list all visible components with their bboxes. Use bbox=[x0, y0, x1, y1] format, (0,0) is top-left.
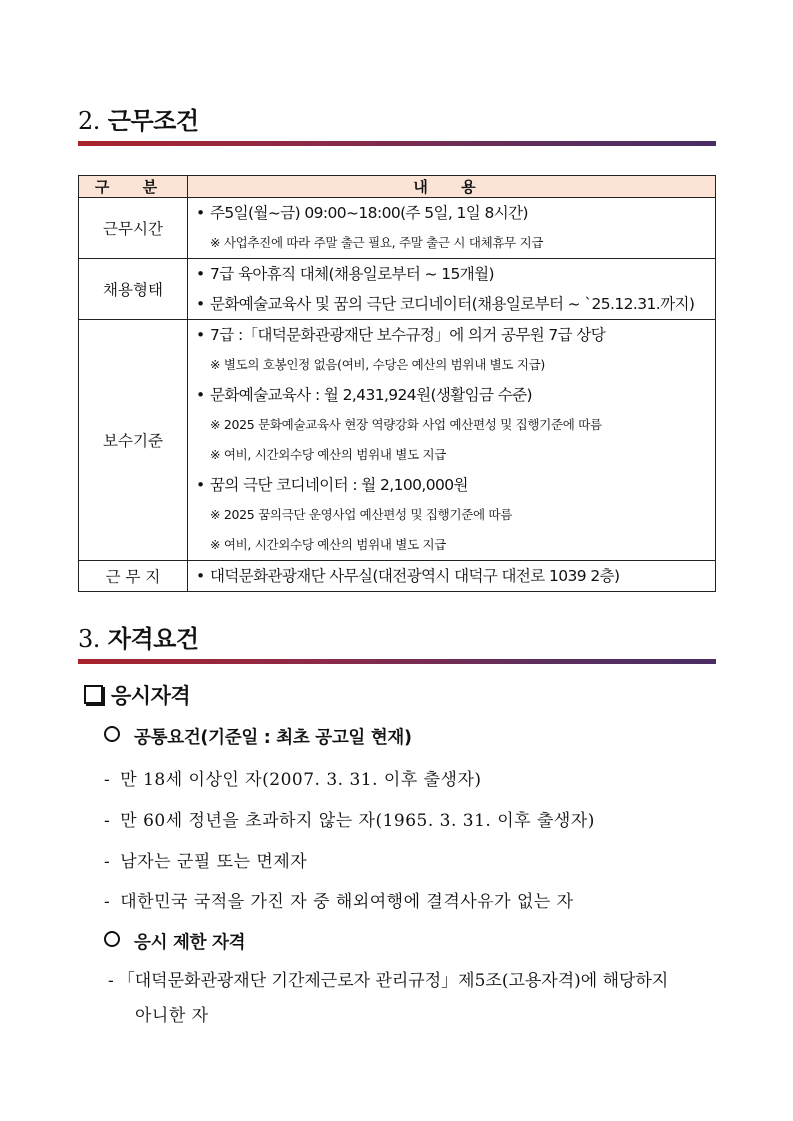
row-content bbox=[188, 259, 716, 320]
note-line: ※ 사업추진에 따라 주말 출근 필요, 주말 출근 시 대체휴무 지급 bbox=[210, 235, 544, 250]
circle-bullet-icon bbox=[104, 726, 120, 742]
bullet-line: • 꿈의 극단 코디네이터 : 월 2,100,000원 bbox=[196, 470, 709, 500]
row-category: 채용형태 bbox=[79, 259, 188, 320]
bullet-icon: • bbox=[196, 326, 205, 344]
eligibility-title: 응시자격 bbox=[84, 680, 190, 710]
section-divider bbox=[78, 659, 716, 664]
table-row bbox=[79, 198, 716, 259]
restriction-heading: 응시 제한 자격 bbox=[104, 929, 245, 954]
requirement-item: - 대한민국 국적을 가진 자 중 해외여행에 결격사유가 없는 자 bbox=[104, 892, 574, 912]
bullet-icon: • bbox=[196, 567, 205, 585]
row-category: 근무시간 bbox=[79, 198, 188, 259]
requirement-item: - 남자는 군필 또는 면제자 bbox=[104, 852, 308, 872]
bullet-line: • 문화예술교육사 및 꿈의 극단 코디네이터(채용일로부터 ~ `25.12.31.까지) bbox=[196, 289, 709, 319]
table-header-row bbox=[79, 176, 716, 198]
section-3-heading bbox=[78, 624, 716, 654]
note-line: ※ 별도의 호봉인정 없음(여비, 수당은 예산의 범위내 별도 지급) bbox=[210, 357, 545, 372]
bullet-icon: • bbox=[196, 386, 205, 404]
common-requirements-heading: 공통요건(기준일 : 최초 공고일 현재) bbox=[104, 724, 412, 749]
header-category: 구 분 bbox=[79, 176, 188, 198]
bullet-line: • 대덕문화관광재단 사무실(대전광역시 대덕구 대전로 1039 2층) bbox=[196, 561, 709, 591]
requirement-item: - 만 60세 정년을 초과하지 않는 자(1965. 3. 31. 이후 출생자) bbox=[104, 811, 595, 831]
row-content bbox=[188, 320, 716, 561]
bullet-line: • 주5일(월~금) 09:00~18:00(주 5일, 1일 8시간) bbox=[196, 198, 709, 228]
table-row bbox=[79, 259, 716, 320]
note-line: ※ 여비, 시간외수당 예산의 범위내 별도 지급 bbox=[210, 537, 447, 552]
note-line: ※ 2025 꿈의극단 운영사업 예산편성 및 집행기준에 따름 bbox=[210, 507, 513, 522]
checkbox-icon bbox=[84, 685, 103, 704]
row-content bbox=[188, 561, 716, 592]
circle-bullet-icon bbox=[104, 931, 120, 947]
section-title: 근무조건 bbox=[107, 107, 199, 135]
section-number: 2. bbox=[78, 107, 100, 135]
table-row bbox=[79, 561, 716, 592]
header-content: 내 용 bbox=[188, 176, 716, 198]
section-number: 3. bbox=[78, 625, 100, 653]
requirement-item: - 만 18세 이상인 자(2007. 3. 31. 이후 출생자) bbox=[104, 770, 482, 790]
section-2-heading bbox=[78, 106, 716, 136]
section-title: 자격요건 bbox=[107, 625, 199, 653]
bullet-icon: • bbox=[196, 204, 205, 222]
work-conditions-table bbox=[78, 175, 716, 592]
row-content bbox=[188, 198, 716, 259]
bullet-icon: • bbox=[196, 476, 205, 494]
section-divider bbox=[78, 141, 716, 146]
bullet-icon: • bbox=[196, 265, 205, 283]
bullet-line: • 문화예술교육사 : 월 2,431,924원(생활임금 수준) bbox=[196, 380, 709, 410]
note-line: ※ 2025 문화예술교육사 현장 역량강화 사업 예산편성 및 집행기준에 따름 bbox=[210, 417, 602, 432]
restriction-item-continued: 아니한 자 bbox=[135, 1006, 209, 1026]
restriction-item: - 「대덕문화관광재단 기간제근로자 관리규정」제5조(고용자격)에 해당하지 bbox=[108, 971, 669, 991]
table-row bbox=[79, 320, 716, 561]
row-category: 보수기준 bbox=[79, 320, 188, 561]
row-category: 근 무 지 bbox=[79, 561, 188, 592]
bullet-icon: • bbox=[196, 295, 205, 313]
bullet-line: • 7급 육아휴직 대체(채용일로부터 ~ 15개월) bbox=[196, 259, 709, 289]
bullet-line: • 7급 :「대덕문화관광재단 보수규정」에 의거 공무원 7급 상당 bbox=[196, 320, 709, 350]
note-line: ※ 여비, 시간외수당 예산의 범위내 별도 지급 bbox=[210, 447, 447, 462]
